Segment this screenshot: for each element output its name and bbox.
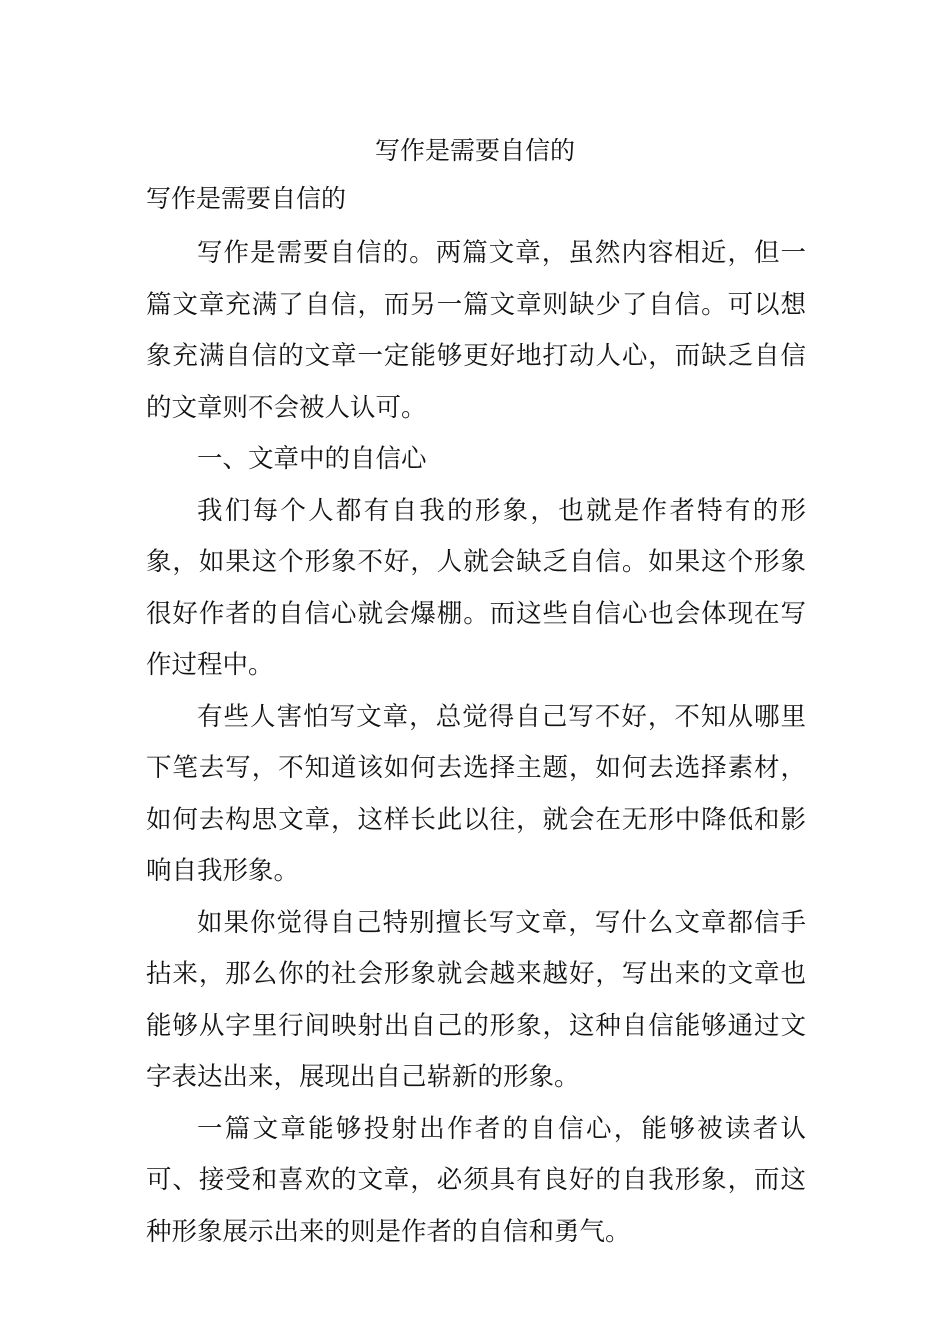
document-subtitle: 写作是需要自信的	[146, 184, 347, 213]
paragraph: 我们每个人都有自我的形象，也就是作者特有的形象，如果这个形象不好，人就会缺乏自信。如果这个形象很好作者的自信心就会爆棚。而这些自信心也会体现在写作过程中。	[146, 495, 806, 680]
paragraph: 一篇文章能够投射出作者的自信心，能够被读者认可、接受和喜欢的文章，必须具有良好的自我形象，而这种形象展示出来的则是作者的自信和勇气。	[146, 1113, 806, 1247]
paragraph: 有些人害怕写文章，总觉得自己写不好，不知从哪里下笔去写，不知道该如何去选择主题，如何去选择素材，如何去构思文章，这样长此以往，就会在无形中降低和影响自我形象。	[146, 701, 806, 886]
document-body	[146, 228, 806, 1258]
section-heading: 一、文章中的自信心	[197, 444, 427, 474]
document-title: 写作是需要自信的	[374, 136, 575, 165]
paragraph-intro: 写作是需要自信的。两篇文章，虽然内容相近，但一篇文章充满了自信，而另一篇文章则缺少了自信。可以想象充满自信的文章一定能够更好地打动人心，而缺乏自信的文章则不会被人认可。	[146, 238, 806, 423]
paragraph: 如果你觉得自己特别擅长写文章，写什么文章都信手拈来，那么你的社会形象就会越来越好，写出来的文章也能够从字里行间映射出自己的形象，这种自信能够通过文字表达出来，展现出自己崭新的形象。	[146, 907, 806, 1092]
